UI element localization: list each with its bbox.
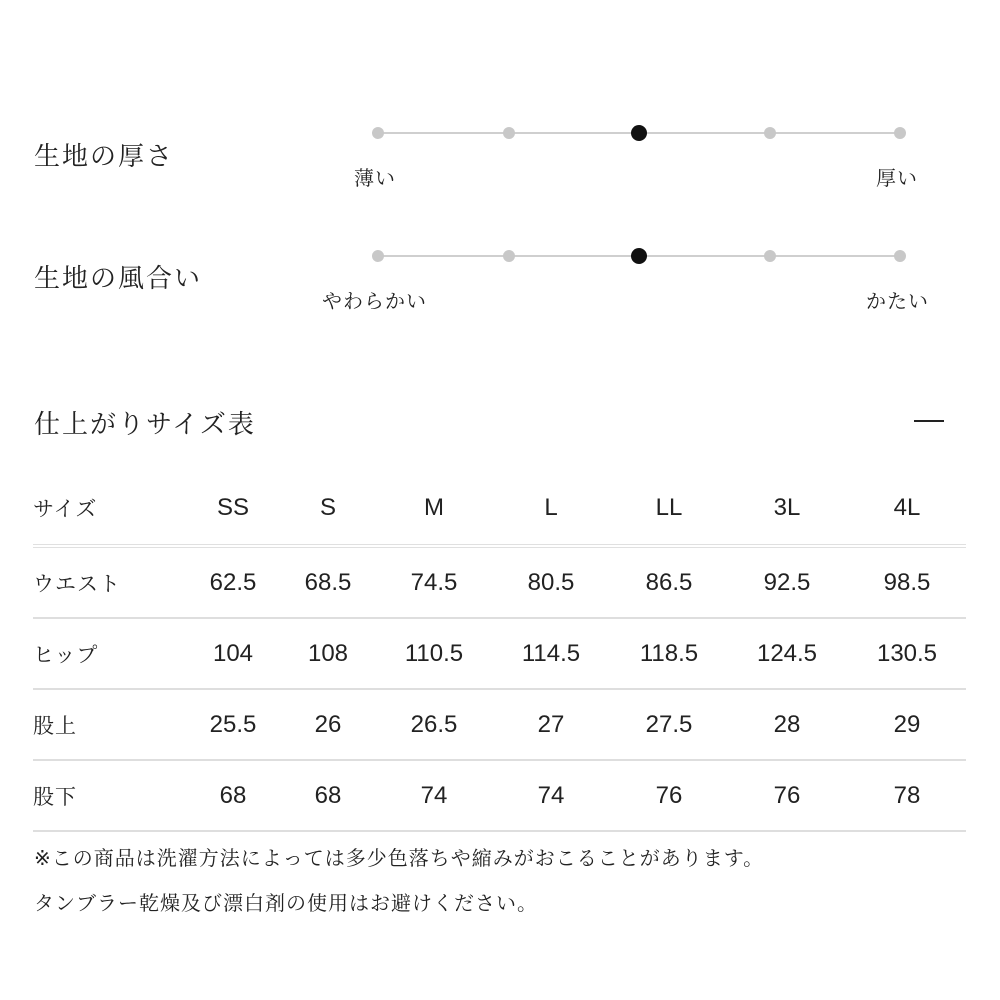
texture-scale-active-dot — [631, 248, 647, 264]
size-col-l: L — [544, 494, 558, 521]
collapse-button[interactable] — [914, 420, 944, 422]
texture-max-label: かたい — [866, 289, 929, 313]
size-col-s: S — [319, 494, 336, 521]
size-table — [33, 472, 966, 832]
table-cell: 27 — [490, 689, 612, 760]
row-label-rise: 股上 — [33, 689, 188, 760]
row-label-inseam: 股下 — [33, 760, 188, 831]
care-note-2: タンブラー乾燥及び漂白剤の使用はお避けください。 — [34, 891, 538, 915]
table-cell: 68 — [278, 760, 378, 831]
table-cell: 76 — [612, 760, 726, 831]
table-cell: 98.5 — [848, 546, 966, 618]
texture-label: 生地の風合い — [34, 264, 203, 294]
table-cell: 86.5 — [612, 546, 726, 618]
texture-scale-dot — [503, 250, 515, 262]
size-col-ll: LL — [655, 494, 683, 521]
table-cell: 74.5 — [378, 546, 490, 618]
table-cell: 80.5 — [490, 546, 612, 618]
table-cell: 26.5 — [378, 689, 490, 760]
row-label-hip: ヒップ — [33, 618, 188, 689]
table-cell: 28 — [726, 689, 848, 760]
thickness-scale-dot — [503, 127, 515, 139]
texture-min-label: やわらかい — [322, 289, 427, 313]
table-cell: 25.5 — [188, 689, 278, 760]
thickness-scale-dot — [372, 127, 384, 139]
table-cell: 92.5 — [726, 546, 848, 618]
size-col-3l: 3L — [773, 494, 801, 521]
size-corner-label: サイズ — [33, 497, 98, 521]
table-cell: 118.5 — [612, 618, 726, 689]
thickness-min-label: 薄い — [354, 166, 396, 190]
size-col-m: M — [424, 494, 444, 521]
table-cell: 114.5 — [490, 618, 612, 689]
thickness-label: 生地の厚さ — [34, 142, 175, 172]
texture-scale-dot — [894, 250, 906, 262]
row-label-waist: ウエスト — [33, 546, 188, 618]
thickness-scale-dot — [894, 127, 906, 139]
table-row — [33, 689, 966, 760]
table-cell: 29 — [848, 689, 966, 760]
table-row — [33, 546, 966, 618]
table-cell: 74 — [490, 760, 612, 831]
table-cell: 62.5 — [188, 546, 278, 618]
table-cell: 68.5 — [278, 546, 378, 618]
table-row — [33, 760, 966, 831]
table-cell: 76 — [726, 760, 848, 831]
care-note-1: ※この商品は洗濯方法によっては多少色落ちや縮みがおこることがあります。 — [34, 846, 765, 870]
table-cell: 68 — [188, 760, 278, 831]
texture-scale-dot — [764, 250, 776, 262]
table-cell: 74 — [378, 760, 490, 831]
table-cell: 27.5 — [612, 689, 726, 760]
table-cell: 78 — [848, 760, 966, 831]
table-cell: 26 — [278, 689, 378, 760]
table-cell: 124.5 — [726, 618, 848, 689]
table-row — [33, 618, 966, 689]
table-cell: 104 — [188, 618, 278, 689]
table-cell: 130.5 — [848, 618, 966, 689]
size-col-ss: SS — [216, 494, 249, 521]
table-cell: 108 — [278, 618, 378, 689]
thickness-max-label: 厚い — [876, 166, 918, 190]
size-table-title: 仕上がりサイズ表 — [34, 410, 256, 440]
table-cell: 110.5 — [378, 618, 490, 689]
thickness-scale-active-dot — [631, 125, 647, 141]
size-col-4l: 4L — [893, 494, 921, 521]
thickness-scale-dot — [764, 127, 776, 139]
texture-scale-dot — [372, 250, 384, 262]
size-header-row — [33, 472, 966, 546]
